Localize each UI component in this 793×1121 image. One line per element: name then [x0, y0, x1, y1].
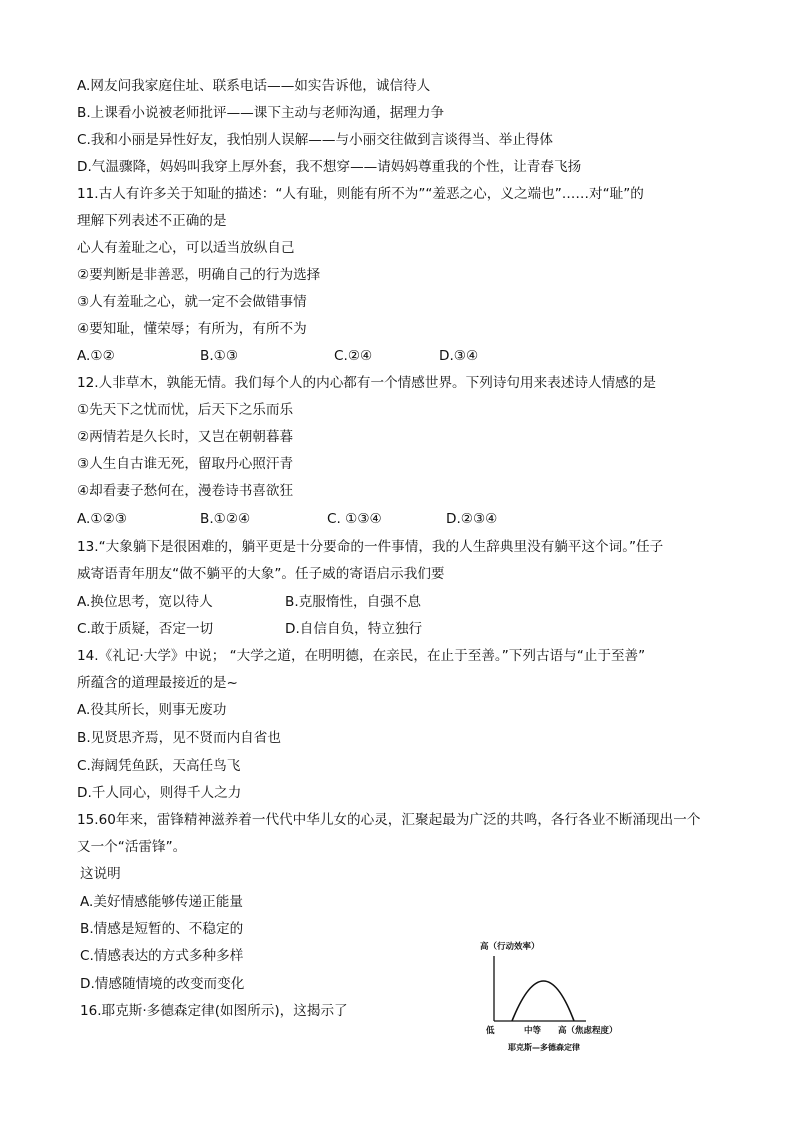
q11-item-4: ④要知耻，懂荣辱；有所为，有所不为	[77, 321, 307, 337]
graph-caption: 耶克斯—多德森定律	[508, 1043, 580, 1052]
graph-y-label: 高（行动效率）	[480, 942, 540, 952]
q14-option-c: C.海阔凭鱼跃，天高任鸟飞	[77, 758, 241, 774]
q13-option-a: A.换位思考，宽以待人	[77, 594, 213, 610]
q10-option-d: D.气温骤降，妈妈叫我穿上厚外套，我不想穿——请妈妈尊重我的个性，让青春飞扬	[77, 159, 582, 175]
q12-stem: 12.人非草木，孰能无情。我们每个人的内心都有一个情感世界。下列诗句用来表述诗人情感的是	[77, 375, 656, 391]
q14-option-a: A.役其所长，则事无废功	[77, 702, 227, 718]
graph-x-tick-high: 高（焦虑程度）	[558, 1026, 618, 1036]
q13-option-b: B.克服惰性，自强不息	[285, 594, 421, 610]
q11-item-3: ③人有羞耻之心，就一定不会做错事情	[77, 294, 307, 310]
q12-option-c: C. ①③④	[327, 511, 382, 527]
q14-stem-line2: 所蕴含的道理最接近的是~	[77, 675, 238, 691]
q12-item-1: ①先天下之忧而忧，后天下之乐而乐	[77, 402, 294, 418]
q12-option-b: B.①②④	[200, 511, 251, 527]
q12-item-2: ②两情若是久长时，又岂在朝朝暮暮	[77, 429, 294, 445]
q15-lead: 这说明	[80, 866, 121, 882]
q16-stem: 16.耶克斯·多德森定律(如图所示)，这揭示了	[80, 1003, 348, 1019]
graph-performance-curve	[512, 981, 574, 1021]
q15-option-d: D.情感随情境的改变而变化	[80, 976, 245, 992]
q12-option-d: D.②③④	[446, 511, 498, 527]
q12-item-4: ④却看妻子愁何在，漫卷诗书喜欲狂	[77, 483, 294, 499]
q15-stem-line1: 15.60年来，雷锋精神滋养着一代代中华儿女的心灵，汇聚起最为广泛的共鸣，各行各业不断涌现出一个	[77, 812, 701, 828]
graph-x-tick-mid: 中等	[524, 1026, 542, 1036]
q12-option-a: A.①②③	[77, 511, 127, 527]
yerkes-dodson-figure	[468, 936, 628, 1056]
q10-option-b: B.上课看小说被老师批评——课下主动与老师沟通，据理力争	[77, 105, 445, 121]
q11-option-d: D.③④	[439, 348, 479, 364]
yerkes-dodson-graph	[468, 936, 628, 1056]
q10-option-a: A.网友问我家庭住址、联系电话——如实告诉他，诚信待人	[77, 78, 431, 94]
q11-option-a: A.①②	[77, 348, 115, 364]
q15-option-a: A.美好情感能够传递正能量	[80, 894, 243, 910]
q13-stem-line2: 威寄语青年朋友“做不躺平的大象”。任子威的寄语启示我们要	[77, 566, 445, 582]
q11-item-1: 心人有羞耻之心，可以适当放纵自己	[77, 240, 295, 256]
q11-option-b: B.①③	[200, 348, 239, 364]
q11-item-2: ②要判断是非善恶，明确自己的行为选择	[77, 267, 321, 283]
q13-option-d: D.自信自负，特立独行	[285, 621, 423, 637]
q14-option-b: B.见贤思齐焉，见不贤而内自省也	[77, 730, 281, 746]
q11-option-c: C.②④	[334, 348, 373, 364]
q15-stem-line2: 又一个“活雷锋”。	[77, 839, 187, 855]
graph-x-tick-low: 低	[486, 1026, 495, 1036]
q15-option-c: C.情感表达的方式多种多样	[80, 948, 244, 964]
q11-stem-line2: 理解下列表述不正确的是	[77, 213, 227, 229]
q14-option-d: D.千人同心，则得千人之力	[77, 785, 242, 801]
q13-option-c: C.敢于质疑，否定一切	[77, 621, 214, 637]
q12-item-3: ③人生自古谁无死，留取丹心照汗青	[77, 456, 294, 472]
q10-option-c: C.我和小丽是异性好友，我怕别人误解——与小丽交往做到言谈得当、举止得体	[77, 132, 553, 148]
q14-stem-line1: 14.《礼记·大学》中说； “大学之道，在明明德，在亲民，在止于至善。”下列古语与“止于至善”	[77, 648, 646, 664]
q11-stem-line1: 11.古人有许多关于知耻的描述：“人有耻，则能有所不为”“羞恶之心，义之端也”……对“耻”的	[77, 186, 644, 202]
q13-stem-line1: 13.“大象躺下是很困难的，躺平更是十分要命的一件事情，我的人生辞典里没有躺平这个词。”任子	[77, 539, 664, 555]
q15-option-b: B.情感是短暂的、不稳定的	[80, 921, 244, 937]
